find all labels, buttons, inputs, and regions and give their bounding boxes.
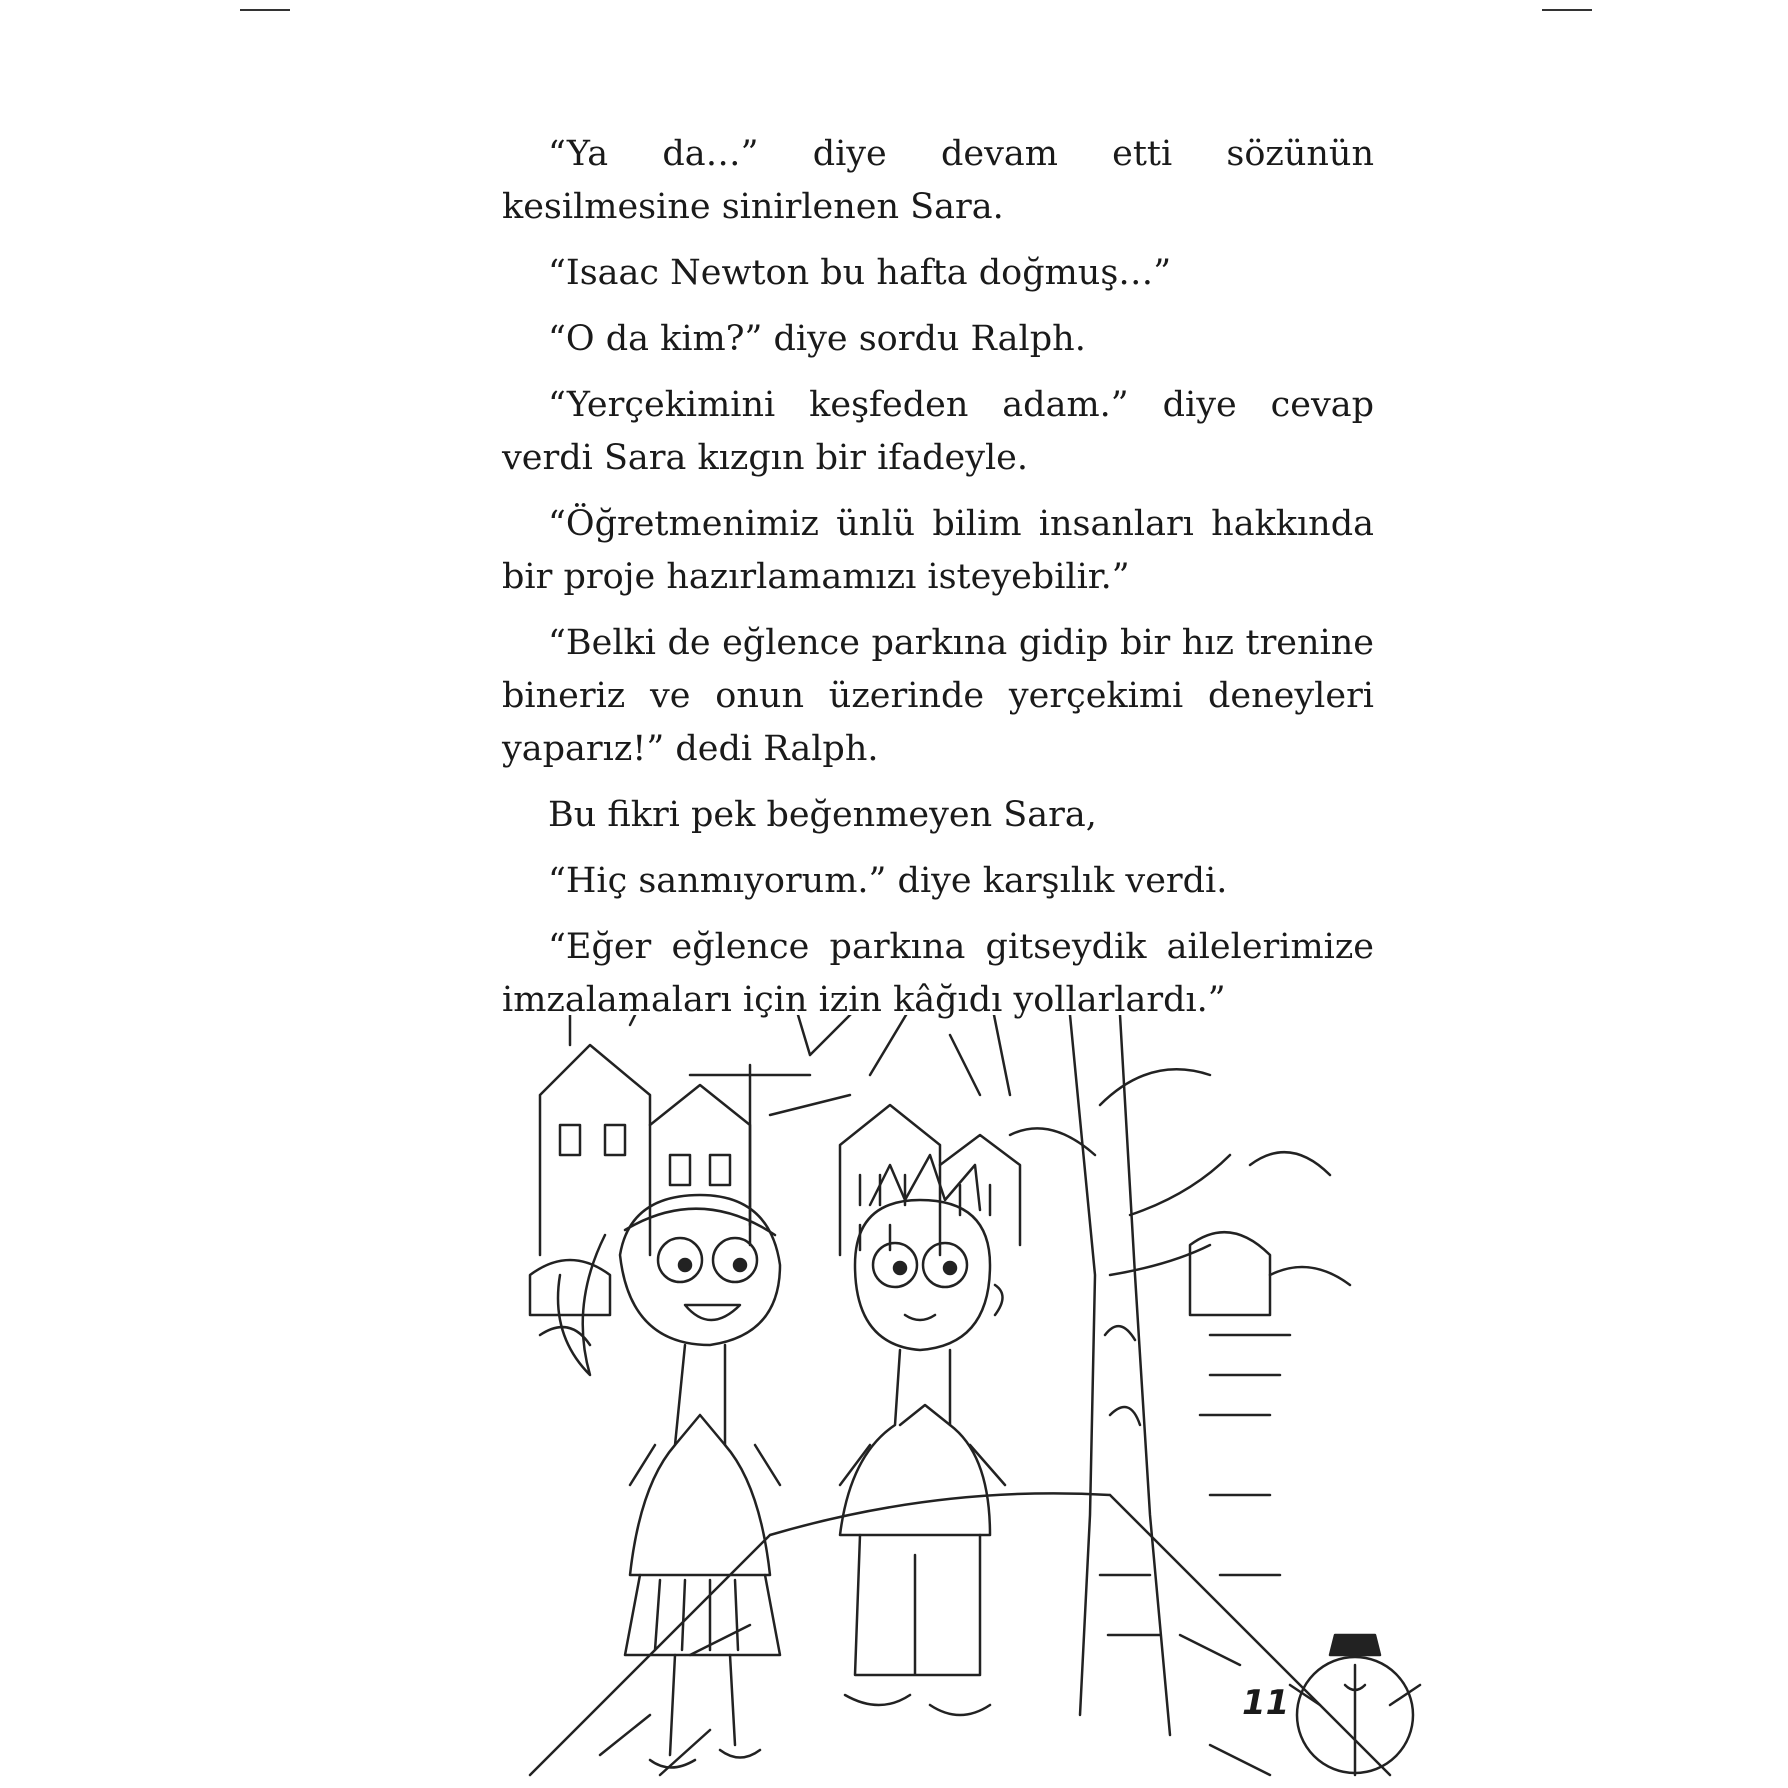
paragraph: “Isaac Newton bu hafta doğmuş…” bbox=[548, 253, 1172, 293]
girl-character bbox=[558, 1195, 780, 1768]
paragraph: “Ya da…” diye devam etti sözünün kesilmesine sinirlenen Sara. bbox=[502, 134, 1374, 227]
text-column bbox=[502, 128, 1374, 1040]
crop-mark-left bbox=[240, 9, 290, 11]
crop-mark-right bbox=[1542, 9, 1592, 11]
paragraph: “Eğer eğlence parkına gitseydik ailelerimize imzalamaları için izin kâğıdı yollarlardı.” bbox=[502, 927, 1374, 1020]
girl-ponytail bbox=[558, 1235, 605, 1375]
mascot-character bbox=[1290, 1635, 1420, 1775]
tree bbox=[1010, 1015, 1230, 1735]
houses-center bbox=[690, 1065, 1020, 1255]
paragraph: “Belki de eğlence parkına gidip bir hız trenine bineriz ve onun üzerinde yerçekimi deneyleri yaparız!” dedi Ralph. bbox=[502, 623, 1374, 769]
girl-body bbox=[630, 1345, 770, 1575]
houses-right bbox=[1190, 1152, 1350, 1575]
boy-hair bbox=[870, 1155, 980, 1210]
paragraph: “O da kim?” diye sordu Ralph. bbox=[548, 319, 1086, 359]
page-number: 11 bbox=[1242, 1683, 1290, 1723]
houses-left bbox=[530, 1015, 750, 1345]
paragraph: “Öğretmenimiz ünlü bilim insanları hakkında bir proje hazırlamamızı isteyebilir.” bbox=[502, 504, 1374, 597]
boy-body bbox=[840, 1350, 990, 1535]
boy-character bbox=[840, 1155, 1005, 1715]
girl-skirt bbox=[625, 1575, 780, 1655]
paragraph: Bu fikri pek beğenmeyen Sara, bbox=[548, 795, 1097, 835]
illustration-children-walking bbox=[510, 1015, 1430, 1788]
boy-legs bbox=[855, 1535, 980, 1675]
paragraph: “Hiç sanmıyorum.” diye karşılık verdi. bbox=[548, 861, 1228, 901]
paragraph: “Yerçekimini keşfeden adam.” diye cevap verdi Sara kızgın bir ifadeyle. bbox=[502, 385, 1374, 478]
